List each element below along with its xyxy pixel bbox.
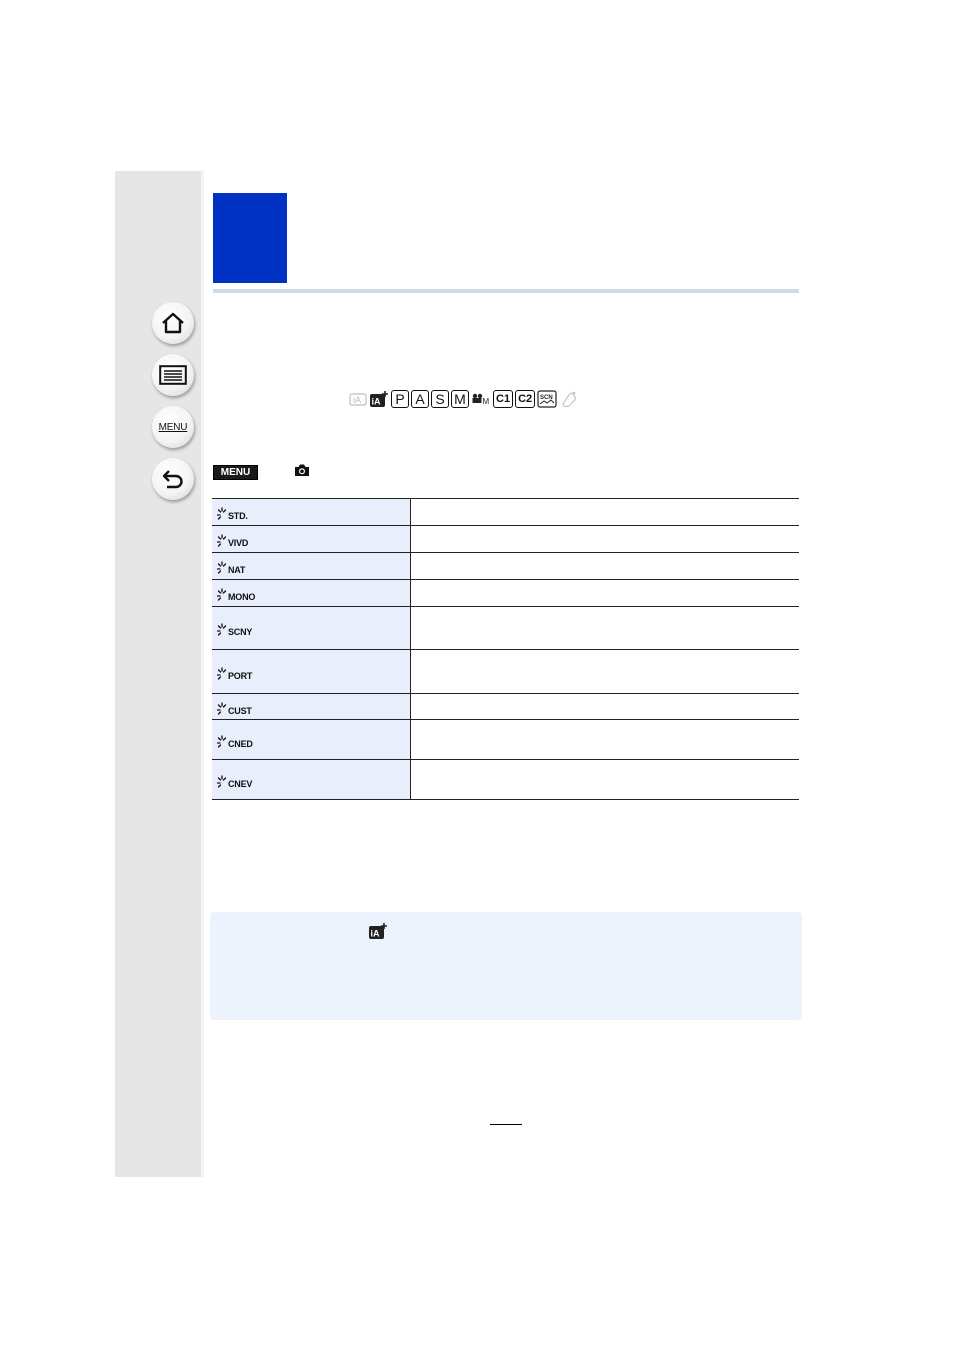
mode-m-icon: M (451, 390, 469, 408)
photo-style-description (411, 720, 800, 760)
sparkle-icon (217, 507, 227, 521)
photo-style-icon (217, 698, 410, 716)
menu-button-label: MENU (158, 421, 188, 433)
photo-style-row (212, 650, 799, 694)
contents-button[interactable] (152, 354, 194, 396)
photo-style-icon (217, 619, 410, 637)
photo-style-label: CNEV (228, 778, 253, 789)
photo-style-label: CNED (228, 738, 253, 749)
sparkle-icon (217, 702, 227, 716)
photo-style-row (212, 760, 799, 800)
chapter-block (213, 193, 287, 283)
photo-style-description (411, 650, 800, 694)
photo-style-description (411, 760, 800, 800)
photo-style-row (212, 553, 799, 580)
sparkle-icon (217, 623, 227, 637)
menu-button[interactable] (152, 406, 194, 448)
svg-text:iA: iA (370, 928, 380, 939)
svg-text:SCN: SCN (540, 395, 553, 401)
photo-style-table (212, 498, 799, 800)
photo-style-row (212, 720, 799, 760)
photo-style-label: PORT (228, 670, 253, 681)
title-rule (213, 289, 799, 293)
scene-guide-icon (537, 390, 557, 408)
sparkle-icon (217, 775, 227, 789)
photo-style-icon (217, 771, 410, 789)
photo-style-icon (217, 731, 410, 749)
mode-c2-icon: C2 (515, 390, 535, 408)
note-box (210, 912, 802, 1020)
photo-style-row (212, 694, 799, 720)
svg-text:iA: iA (353, 395, 362, 405)
photo-style-label: MONO (228, 592, 256, 602)
home-button[interactable] (152, 302, 194, 344)
sparkle-icon (217, 561, 227, 575)
photo-style-description (411, 499, 800, 526)
sparkle-icon (217, 534, 227, 548)
page-number (490, 1110, 522, 1125)
photo-style-label: VIVD (228, 538, 249, 548)
sidebar-edge (201, 171, 204, 1177)
photo-style-icon (217, 584, 410, 602)
photo-style-label-cell (212, 580, 411, 607)
mode-c1-icon: C1 (493, 390, 513, 408)
photo-style-label-cell (212, 760, 411, 800)
camera-icon (294, 463, 310, 482)
applicable-modes (349, 389, 579, 409)
back-arrow-icon (160, 467, 186, 491)
sparkle-icon (217, 588, 227, 602)
back-button[interactable] (152, 458, 194, 500)
sparkle-icon (217, 735, 227, 749)
intelligent-auto-plus-icon (369, 390, 389, 408)
list-icon (159, 365, 187, 385)
photo-style-row (212, 580, 799, 607)
sparkle-icon (217, 667, 227, 681)
menu-path (213, 465, 310, 479)
photo-style-icon (217, 557, 410, 575)
creative-control-icon (559, 390, 579, 408)
photo-style-label-cell (212, 720, 411, 760)
photo-style-description (411, 607, 800, 650)
photo-style-label-cell (212, 553, 411, 580)
intelligent-auto-plus-icon (368, 922, 388, 945)
menu-badge: MENU (213, 465, 258, 480)
photo-style-description (411, 553, 800, 580)
intelligent-auto-icon (349, 390, 367, 408)
photo-style-label: STD. (228, 511, 248, 521)
home-icon (160, 311, 186, 335)
photo-style-description (411, 580, 800, 607)
creative-video-icon (471, 390, 491, 408)
svg-text:iA: iA (371, 396, 381, 407)
photo-style-description (411, 526, 800, 553)
photo-style-icon (217, 530, 410, 548)
photo-style-label-cell (212, 607, 411, 650)
photo-style-label: CUST (228, 705, 252, 716)
photo-style-row (212, 607, 799, 650)
mode-p-icon: P (391, 390, 409, 408)
photo-style-icon (217, 663, 410, 681)
photo-style-label-cell (212, 499, 411, 526)
mode-a-icon: A (411, 390, 429, 408)
photo-style-label: SCNY (228, 627, 253, 637)
photo-style-row (212, 526, 799, 553)
mode-s-icon: S (431, 390, 449, 408)
photo-style-row (212, 499, 799, 526)
photo-style-label-cell (212, 694, 411, 720)
photo-style-description (411, 694, 800, 720)
photo-style-label-cell (212, 526, 411, 553)
svg-text:M: M (482, 397, 490, 406)
photo-style-label-cell (212, 650, 411, 694)
photo-style-icon (217, 503, 410, 521)
photo-style-label: NAT (228, 565, 246, 575)
